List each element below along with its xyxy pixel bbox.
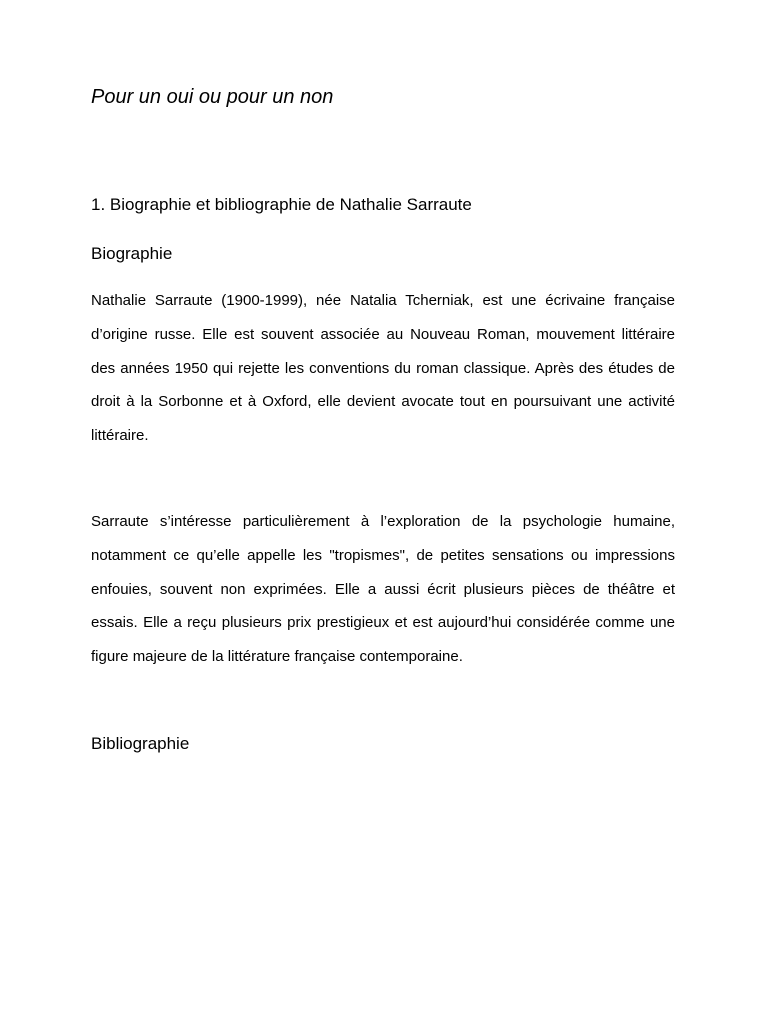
document-title: Pour un oui ou pour un non — [91, 86, 334, 108]
biography-paragraph-2: Sarraute s’intéresse particulièrement à l’exploration de la psychologie humaine, notamment ce qu’elle appelle les "tropismes", de petites sensations ou impressions enfouies, souvent non exprimées. Elle a aussi écrit plusieurs pièces de théâtre et essais. Elle a reçu plusieurs prix prestigieux et est aujourd’hui considérée comme une figure majeure de la littérature française contemporaine. — [91, 513, 675, 666]
biography-paragraph-1: Nathalie Sarraute (1900-1999), née Natalia Tcherniak, est une écrivaine française d’origine russe. Elle est souvent associée au Nouveau Roman, mouvement littéraire des années 1950 qui rejette les conventions du roman classique. Après des études de droit à la Sorbonne et à Oxford, elle devient avocate tout en poursuivant une activité littéraire. — [91, 292, 675, 445]
section-heading: 1. Biographie et bibliographie de Nathalie Sarraute — [91, 195, 472, 214]
biography-heading: Biographie — [91, 244, 173, 263]
bibliography-heading: Bibliographie — [91, 734, 190, 753]
